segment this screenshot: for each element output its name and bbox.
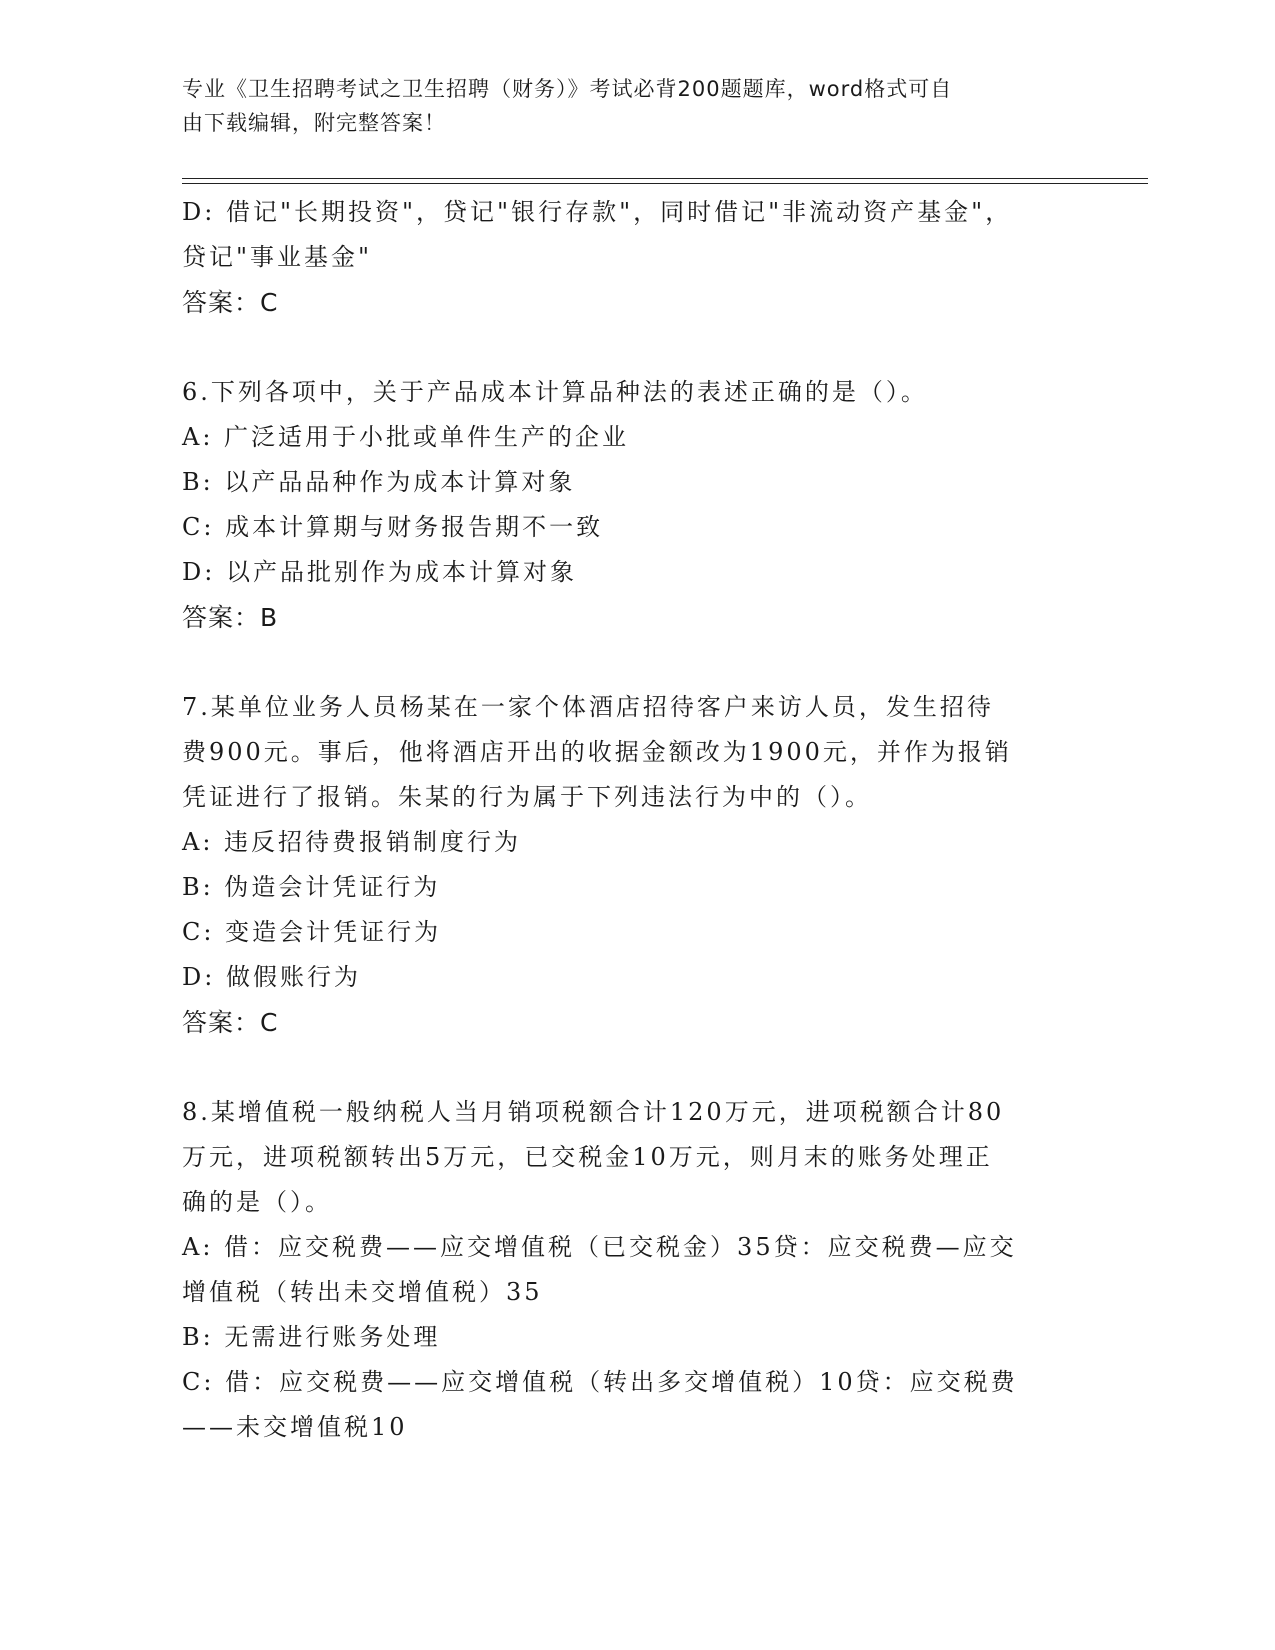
option-c-line-1: C: 借：应交税费——应交增值税（转出多交增值税）10贷：应交税费	[182, 1368, 1018, 1396]
option-d: D: 做假账行为	[182, 963, 361, 991]
option-c-line-2: ——未交增值税10	[182, 1413, 408, 1441]
document-header	[182, 72, 1052, 140]
option-a-line-1: A: 借：应交税费——应交增值税（已交税金）35贷：应交税费—应交	[182, 1233, 1017, 1261]
spacer	[182, 640, 1082, 685]
option-d: D: 以产品批别作为成本计算对象	[182, 558, 577, 586]
spacer	[182, 325, 1082, 370]
question-6	[182, 370, 1082, 640]
question-7	[182, 685, 1082, 1045]
option-a: A: 违反招待费报销制度行为	[182, 828, 522, 856]
option-d-line-1: D: 借记"长期投资"，贷记"银行存款"，同时借记"非流动资产基金"，	[182, 198, 1013, 226]
question-8	[182, 1090, 1082, 1450]
option-b: B: 伪造会计凭证行为	[182, 873, 441, 901]
answer-label: 答案：C	[182, 1008, 279, 1037]
question-stem-line-3: 确的是（）。	[182, 1188, 332, 1216]
option-c: C: 变造会计凭证行为	[182, 918, 442, 946]
question-stem-line-1: 8.某增值税一般纳税人当月销项税额合计120万元，进项税额合计80	[182, 1098, 1005, 1126]
option-a: A: 广泛适用于小批或单件生产的企业	[182, 423, 630, 451]
option-b: B: 无需进行账务处理	[182, 1323, 441, 1351]
header-line-2: 由下载编辑，附完整答案！	[182, 111, 446, 135]
question-stem-line-2: 费900元。事后，他将酒店开出的收据金额改为1900元，并作为报销	[182, 738, 1012, 766]
option-b: B: 以产品品种作为成本计算对象	[182, 468, 576, 496]
answer-label: 答案：C	[182, 288, 279, 317]
question-stem-line-1: 7.某单位业务人员杨某在一家个体酒店招待客户来访人员，发生招待	[182, 693, 994, 721]
answer-label: 答案：B	[182, 603, 279, 632]
option-d-line-2: 贷记"事业基金"	[182, 243, 373, 271]
question-stem-line-2: 万元，进项税额转出5万元，已交税金10万元，则月末的账务处理正	[182, 1143, 993, 1171]
option-c: C: 成本计算期与财务报告期不一致	[182, 513, 604, 541]
option-a-line-2: 增值税（转出未交增值税）35	[182, 1278, 543, 1306]
question-content	[182, 190, 1082, 1450]
header-divider-top	[182, 178, 1148, 179]
question-stem: 6.下列各项中，关于产品成本计算品种法的表述正确的是（）。	[182, 378, 928, 406]
spacer	[182, 1045, 1082, 1090]
previous-question-tail	[182, 190, 1082, 325]
header-line-1: 专业《卫生招聘考试之卫生招聘（财务）》考试必背200题题库，word格式可自	[182, 77, 953, 101]
question-stem-line-3: 凭证进行了报销。朱某的行为属于下列违法行为中的（）。	[182, 783, 872, 811]
header-divider-bottom	[182, 183, 1148, 184]
